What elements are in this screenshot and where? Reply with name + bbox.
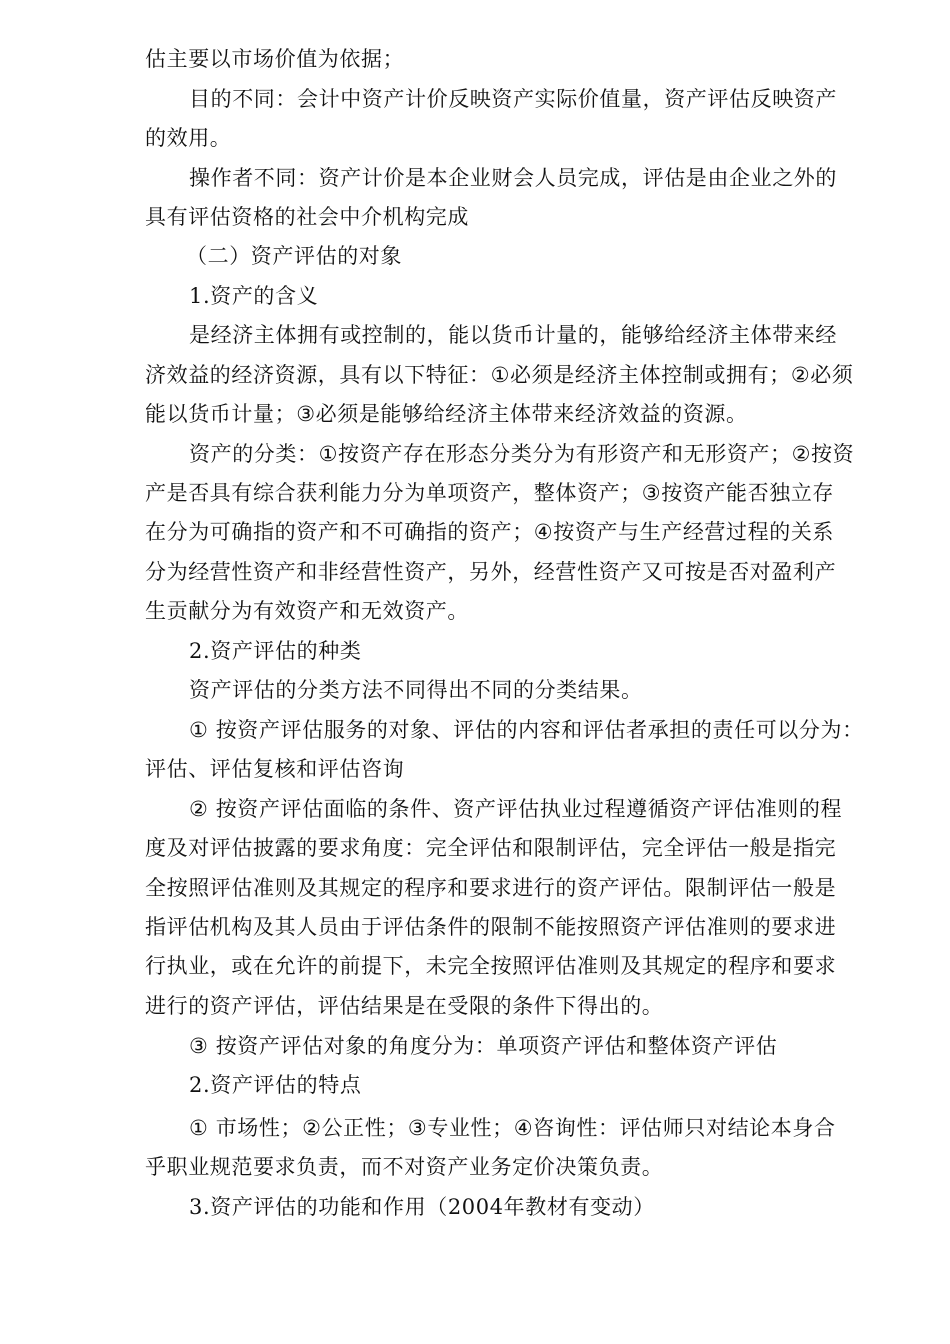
text-line: 乎职业规范要求负责，而不对资产业务定价决策负责。	[145, 1155, 664, 1179]
text-line: ① 市场性；②公正性；③专业性；④咨询性：评估师只对结论本身合	[189, 1116, 836, 1140]
text-line: 度及对评估披露的要求角度：完全评估和限制评估，完全评估一般是指完	[145, 836, 837, 860]
text-line: 进行的资产评估，评估结果是在受限的条件下得出的。	[145, 994, 664, 1018]
subsection-heading: 3.资产评估的功能和作用（2004年教材有变动）	[189, 1195, 655, 1219]
text-line: 是经济主体拥有或控制的，能以货币计量的，能够给经济主体带来经	[189, 323, 837, 347]
text-line: 行执业，或在允许的前提下，未完全按照评估准则及其规定的程序和要求	[145, 954, 837, 978]
text-line: 分为经营性资产和非经营性资产，另外，经营性资产又可按是否对盈利产	[145, 560, 837, 584]
text-line: 产是否具有综合获利能力分为单项资产，整体资产；③按资产能否独立存	[145, 481, 835, 505]
text-line: ③ 按资产评估对象的角度分为：单项资产评估和整体资产评估	[189, 1034, 778, 1058]
section-heading: （二）资产评估的对象	[186, 244, 402, 268]
text-line: 全按照评估准则及其规定的程序和要求进行的资产评估。限制评估一般是	[145, 876, 837, 900]
text-line: 估主要以市场价值为依据；	[145, 47, 405, 71]
subsection-heading: 2.资产评估的特点	[189, 1073, 362, 1097]
text-line: 资产的分类：①按资产存在形态分类分为有形资产和无形资产；②按资	[189, 442, 855, 466]
text-line: 具有评估资格的社会中介机构完成	[145, 205, 469, 229]
text-line: 生贡献分为有效资产和无效资产。	[145, 599, 469, 623]
text-line: 在分为可确指的资产和不可确指的资产；④按资产与生产经营过程的关系	[145, 520, 835, 544]
text-line: 操作者不同：资产计价是本企业财会人员完成，评估是由企业之外的	[189, 166, 837, 190]
subsection-heading: 2.资产评估的种类	[189, 639, 362, 663]
text-line: 评估、评估复核和评估咨询	[145, 757, 405, 781]
text-line: 指评估机构及其人员由于评估条件的限制不能按照资产评估准则的要求进	[145, 915, 837, 939]
subsection-heading: 1.资产的含义	[189, 284, 319, 308]
text-line: 目的不同：会计中资产计价反映资产实际价值量，资产评估反映资产	[189, 87, 837, 111]
text-line: 资产评估的分类方法不同得出不同的分类结果。	[189, 678, 643, 702]
text-line: 能以货币计量；③必须是能够给经济主体带来经济效益的资源。	[145, 402, 748, 426]
text-line: 济效益的经济资源，具有以下特征：①必须是经济主体控制或拥有；②必须	[145, 363, 854, 387]
text-line: 的效用。	[145, 126, 232, 150]
text-line: ② 按资产评估面临的条件、资产评估执业过程遵循资产评估准则的程	[189, 797, 843, 821]
text-line: ① 按资产评估服务的对象、评估的内容和评估者承担的责任可以分为：	[189, 718, 864, 742]
